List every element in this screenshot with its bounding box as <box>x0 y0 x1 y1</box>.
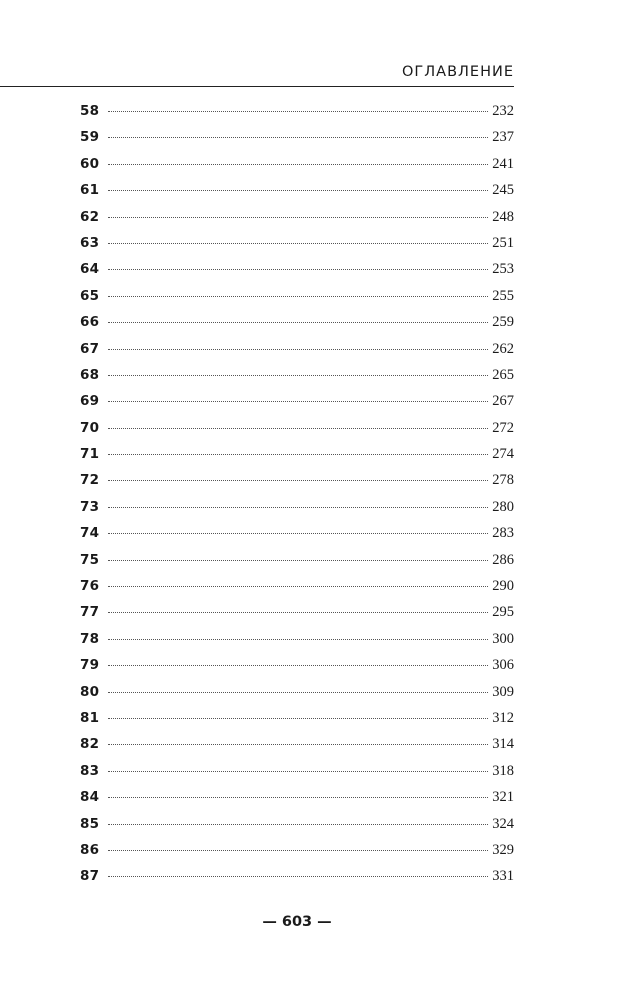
toc-page-number: 262 <box>492 340 514 357</box>
toc-chapter-number: 68 <box>80 366 100 383</box>
toc-entry <box>80 499 514 525</box>
toc-dot-leader <box>108 692 488 693</box>
toc-entry <box>80 525 514 551</box>
toc-entry <box>80 868 514 894</box>
toc-chapter-number: 79 <box>80 657 100 674</box>
toc-dot-leader <box>108 533 488 534</box>
toc-dot-leader <box>108 296 488 297</box>
toc-page-number: 314 <box>492 736 514 753</box>
toc-dot-leader <box>108 137 488 138</box>
toc-chapter-number: 58 <box>80 103 100 119</box>
toc-page-number: 248 <box>492 208 514 225</box>
toc-entry <box>80 552 514 578</box>
toc-chapter-number: 70 <box>80 419 100 436</box>
toc-page-number: 253 <box>492 261 514 278</box>
toc-chapter-number: 77 <box>80 604 100 621</box>
toc-dot-leader <box>108 480 488 481</box>
toc-page-number: 329 <box>492 841 514 858</box>
toc-dot-leader <box>108 164 488 165</box>
toc-dot-leader <box>108 401 488 402</box>
toc-entry <box>80 393 514 419</box>
toc-dot-leader <box>108 428 488 429</box>
toc-page-number: 331 <box>492 868 514 885</box>
toc-chapter-number: 83 <box>80 762 100 779</box>
toc-page-number: 232 <box>492 103 514 119</box>
toc-chapter-number: 66 <box>80 314 100 331</box>
toc-chapter-number: 67 <box>80 340 100 357</box>
toc-entry <box>80 789 514 815</box>
toc-entry <box>80 446 514 472</box>
toc-chapter-number: 61 <box>80 182 100 199</box>
toc-chapter-number: 80 <box>80 683 100 700</box>
toc-chapter-number: 60 <box>80 155 100 172</box>
toc-page-number: 274 <box>492 446 514 463</box>
toc-page-number: 255 <box>492 287 514 304</box>
toc-page-number: 265 <box>492 366 514 383</box>
toc-dot-leader <box>108 269 488 270</box>
toc-dot-leader <box>108 322 488 323</box>
toc-page-number: 272 <box>492 419 514 436</box>
toc-dot-leader <box>108 850 488 851</box>
toc-page-number: 295 <box>492 604 514 621</box>
toc-chapter-number: 78 <box>80 630 100 647</box>
toc-entry <box>80 631 514 657</box>
toc-dot-leader <box>108 744 488 745</box>
toc-dot-leader <box>108 507 488 508</box>
toc-dot-leader <box>108 560 488 561</box>
toc-chapter-number: 81 <box>80 709 100 726</box>
toc-entry <box>80 367 514 393</box>
toc-page-number: 290 <box>492 578 514 595</box>
toc-dot-leader <box>108 771 488 772</box>
toc-entry <box>80 604 514 630</box>
toc-chapter-number: 63 <box>80 234 100 251</box>
toc-page-number: 267 <box>492 393 514 410</box>
toc-chapter-number: 74 <box>80 525 100 542</box>
toc-dot-leader <box>108 876 488 877</box>
toc-dot-leader <box>108 718 488 719</box>
toc-chapter-number: 69 <box>80 393 100 410</box>
header-rule <box>0 86 514 87</box>
toc-dot-leader <box>108 586 488 587</box>
toc-page-number: 324 <box>492 815 514 832</box>
toc-entry <box>80 314 514 340</box>
toc-page-number: 278 <box>492 472 514 489</box>
toc-page-number: 309 <box>492 683 514 700</box>
toc-dot-leader <box>108 349 488 350</box>
toc-entry <box>80 763 514 789</box>
toc-chapter-number: 62 <box>80 208 100 225</box>
toc-chapter-number: 72 <box>80 472 100 489</box>
toc-dot-leader <box>108 243 488 244</box>
toc-entry <box>80 261 514 287</box>
toc-entry <box>80 684 514 710</box>
toc-chapter-number: 59 <box>80 129 100 146</box>
toc-entry <box>80 129 514 155</box>
toc-page-number: 283 <box>492 525 514 542</box>
toc-page-number: 280 <box>492 498 514 515</box>
toc-dot-leader <box>108 217 488 218</box>
toc-page-number: 251 <box>492 234 514 251</box>
toc-chapter-number: 82 <box>80 736 100 753</box>
toc-dot-leader <box>108 111 488 112</box>
toc-entry <box>80 235 514 261</box>
page-number: — 603 — <box>262 914 332 930</box>
toc-chapter-number: 84 <box>80 789 100 806</box>
toc-chapter-number: 65 <box>80 287 100 304</box>
toc-entry <box>80 657 514 683</box>
toc-dot-leader <box>108 639 488 640</box>
table-of-contents <box>80 103 514 895</box>
toc-dot-leader <box>108 797 488 798</box>
toc-entry <box>80 472 514 498</box>
toc-page-number: 300 <box>492 630 514 647</box>
toc-dot-leader <box>108 665 488 666</box>
toc-entry <box>80 182 514 208</box>
toc-dot-leader <box>108 190 488 191</box>
toc-page-number: 321 <box>492 789 514 806</box>
toc-page-number: 318 <box>492 762 514 779</box>
toc-entry <box>80 710 514 736</box>
toc-dot-leader <box>108 454 488 455</box>
toc-chapter-number: 64 <box>80 261 100 278</box>
header-title: ОГЛАВЛЕНИЕ <box>401 64 514 80</box>
toc-dot-leader <box>108 375 488 376</box>
toc-entry <box>80 578 514 604</box>
toc-page-number: 312 <box>492 709 514 726</box>
toc-entry <box>80 288 514 314</box>
toc-entry <box>80 842 514 868</box>
toc-dot-leader <box>108 612 488 613</box>
toc-page-number: 286 <box>492 551 514 568</box>
toc-entry <box>80 341 514 367</box>
toc-entry <box>80 736 514 762</box>
toc-entry <box>80 103 514 129</box>
toc-page-number: 245 <box>492 182 514 199</box>
toc-entry <box>80 209 514 235</box>
toc-chapter-number: 85 <box>80 815 100 832</box>
toc-entry <box>80 816 514 842</box>
toc-page-number: 259 <box>492 314 514 331</box>
toc-chapter-number: 75 <box>80 551 100 568</box>
toc-chapter-number: 71 <box>80 446 100 463</box>
toc-chapter-number: 86 <box>80 841 100 858</box>
toc-entry <box>80 420 514 446</box>
toc-page-number: 306 <box>492 657 514 674</box>
toc-page-number: 237 <box>492 129 514 146</box>
toc-dot-leader <box>108 824 488 825</box>
toc-chapter-number: 73 <box>80 498 100 515</box>
toc-chapter-number: 87 <box>80 868 100 885</box>
toc-entry <box>80 156 514 182</box>
toc-chapter-number: 76 <box>80 578 100 595</box>
toc-page-number: 241 <box>492 155 514 172</box>
